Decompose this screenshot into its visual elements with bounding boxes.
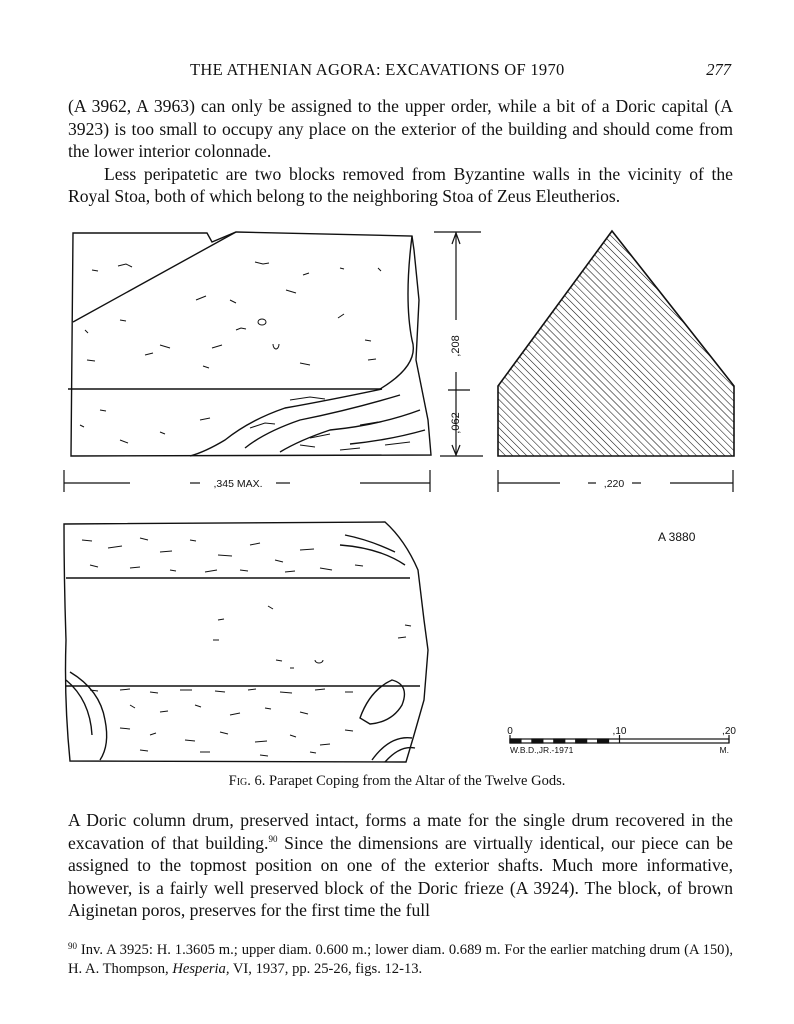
footnote-90 [68, 937, 733, 979]
scale-twenty-label: ,20 [722, 726, 736, 737]
scale-unit-label: M. [719, 745, 729, 755]
scale-ten-label: ,10 [612, 726, 627, 737]
top-view-drawing [64, 522, 428, 762]
scale-zero-label: 0 [507, 726, 513, 737]
paragraph-doric-drum [68, 809, 733, 922]
dim-height-lower-label: ,062 [450, 412, 462, 434]
dim-width-right-label: ,220 [603, 478, 625, 490]
running-title: THE ATHENIAN AGORA: EXCAVATIONS OF 1970 [190, 60, 565, 79]
figure-caption [0, 773, 794, 790]
dim-height-total-label: ,208 [450, 335, 462, 357]
draftsman-credit: W.B.D.,JR.-1971 [510, 745, 574, 755]
figure-number: Fig. 6. [228, 773, 266, 789]
paragraph-continuation: (A 3962, A 3963) can only be assigned to the upper order, while a bit of a Doric capital (A 3923) is too small to occupy any place on the exterior of the building and should come from the lower interior colonnade. [68, 96, 733, 161]
section-profile [498, 231, 734, 456]
paragraph-byzantine-walls: Less peripatetic are two blocks removed from Byzantine walls in the vicinity of the Royal Stoa, both of which belong to the neighboring Stoa of Zeus Eleutherios. [68, 163, 733, 206]
footnote-journal: Hesperia, [172, 961, 230, 977]
footnote-text-a: Inv. A 3925: H. 1.3605 m.; upper diam. 0.600 m.; lower diam. 0.689 m. For the earlier matching drum (A 150), H. A. Thompson, [68, 942, 733, 977]
elevation-drawing [68, 232, 431, 456]
footnote-text-b: VI, 1937, pp. 25-26, figs. 12-13. [229, 961, 423, 977]
footnote-reference[interactable]: 90 [268, 833, 278, 844]
page-number: 277 [706, 60, 731, 79]
footnote-number: 90 [68, 941, 77, 951]
paragraph-doric-drum-text-a: A Doric column drum, preserved intact, forms a mate for the single drum recovered in the excavation of that building. [68, 810, 733, 853]
dim-width-left-label: ,345 MAX. [213, 478, 263, 490]
paragraph-doric-drum-text-b: Since the dimensions are virtually identical, our piece can be assigned to the topmost position on one of the exterior shafts. Much more informative, however, is a fairly well preserved block of the Doric frieze (A 3924). The block, of brown Aiginetan poros, preserves for the first time the full [68, 832, 733, 920]
catalog-id-label: A 3880 [658, 530, 696, 544]
figure-caption-text: Parapet Coping from the Altar of the Twelve Gods. [269, 773, 566, 789]
